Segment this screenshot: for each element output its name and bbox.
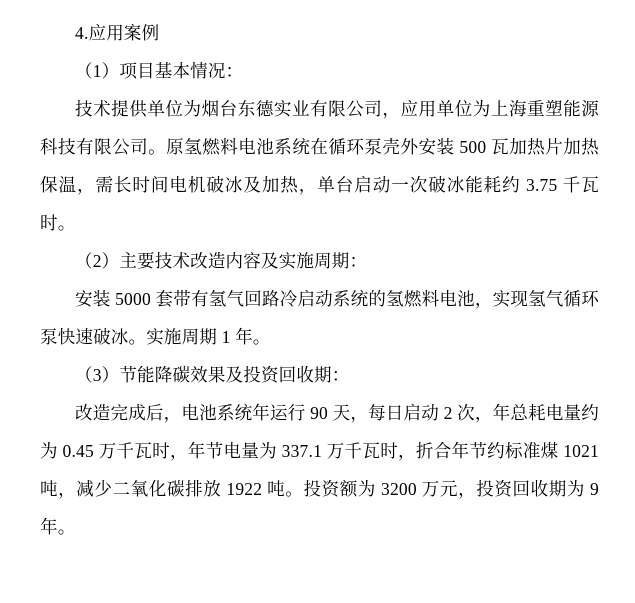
subsection-title-3: （3）节能降碳效果及投资回收期： [75, 365, 350, 385]
subsection-body-3: 改造完成后，电池系统年运行 90 天，每日启动 2 次，年总耗电量约为 0.45 万千瓦时，年节电量为 337.1 万千瓦时，折合年节约标准煤 1021 吨，减少二氧化碳排放 1922 吨。投资额为 3200 万元，投资回收期为 9 年。 [40, 403, 604, 537]
subsection-title-2: （2）主要技术改造内容及实施周期： [75, 251, 368, 271]
subsection-title-1: （1）项目基本情况： [75, 61, 244, 81]
subsection-body-1: 技术提供单位为烟台东德实业有限公司，应用单位为上海重塑能源科技有限公司。原氢燃料电池系统在循环泵壳外安装 500 瓦加热片加热保温，需长时间电机破冰及加热，单台启动一次破冰能耗约 3.75 千瓦时。 [40, 99, 599, 233]
subsection-body-2: 安装 5000 套带有氢气回路冷启动系统的氢燃料电池，实现氢气循环泵快速破冰。实施周期 1 年。 [40, 289, 599, 347]
section-heading: 4.应用案例 [75, 23, 160, 43]
